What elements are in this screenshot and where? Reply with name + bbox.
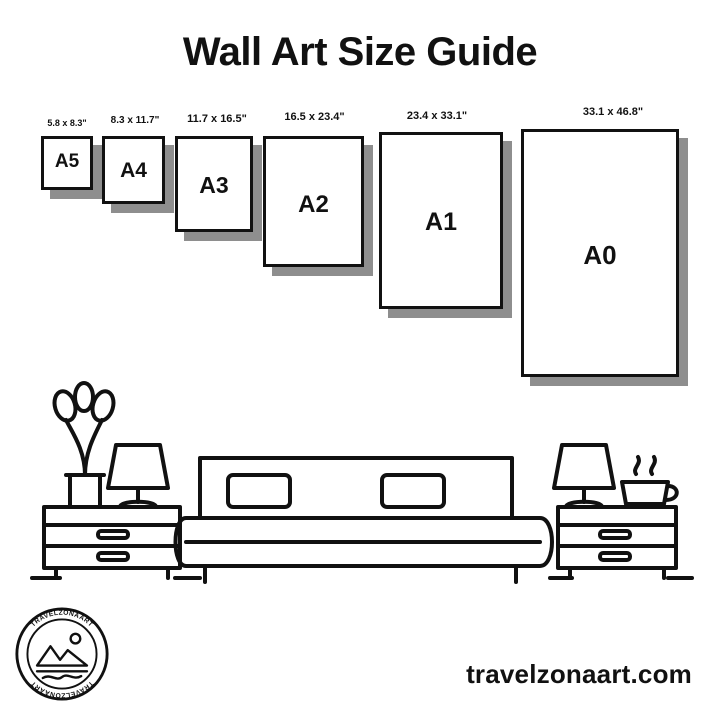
frame-a2[interactable] (263, 136, 364, 267)
brand-logo[interactable] (14, 606, 110, 702)
logo-text-top: TRAVELZONAART (29, 609, 95, 629)
frame-dimensions-a4: 8.3 x 11.7" (110, 115, 160, 126)
table-lamp-left (108, 445, 168, 507)
nightstand-left (44, 507, 180, 578)
frame-label-a4: A4 (120, 159, 147, 182)
frame-dimensions-a0: 33.1 x 46.8" (582, 106, 644, 118)
frame-dimensions-a1: 23.4 x 33.1" (406, 110, 468, 122)
logo-mountain-icon (37, 634, 87, 679)
bed (176, 458, 553, 582)
frame-label-a0: A0 (583, 240, 617, 270)
site-url[interactable]: travelzonaart.com (466, 659, 692, 689)
frame-dimensions-a5: 5.8 x 8.3" (47, 118, 87, 128)
frame-dimensions-a2: 16.5 x 23.4" (284, 111, 345, 123)
frame-label-a2: A2 (298, 191, 329, 218)
frame-a0[interactable] (521, 129, 679, 377)
frame-a3[interactable] (175, 136, 253, 232)
frame-a4[interactable] (102, 136, 165, 204)
bedroom-illustration (0, 370, 720, 620)
nightstand-right (558, 507, 676, 578)
frame-dimensions-a3: 11.7 x 16.5" (187, 113, 247, 125)
page-title: Wall Art Size Guide (182, 30, 538, 74)
frame-label-a5: A5 (54, 151, 80, 172)
frame-label-a1: A1 (425, 208, 457, 236)
logo-text-bottom: TRAVELZONAART (29, 679, 95, 699)
coffee-cup (622, 457, 677, 504)
table-lamp-right (554, 445, 614, 507)
frame-a5[interactable] (41, 136, 93, 190)
frame-label-a3: A3 (199, 172, 229, 198)
frame-a1[interactable] (379, 132, 503, 309)
